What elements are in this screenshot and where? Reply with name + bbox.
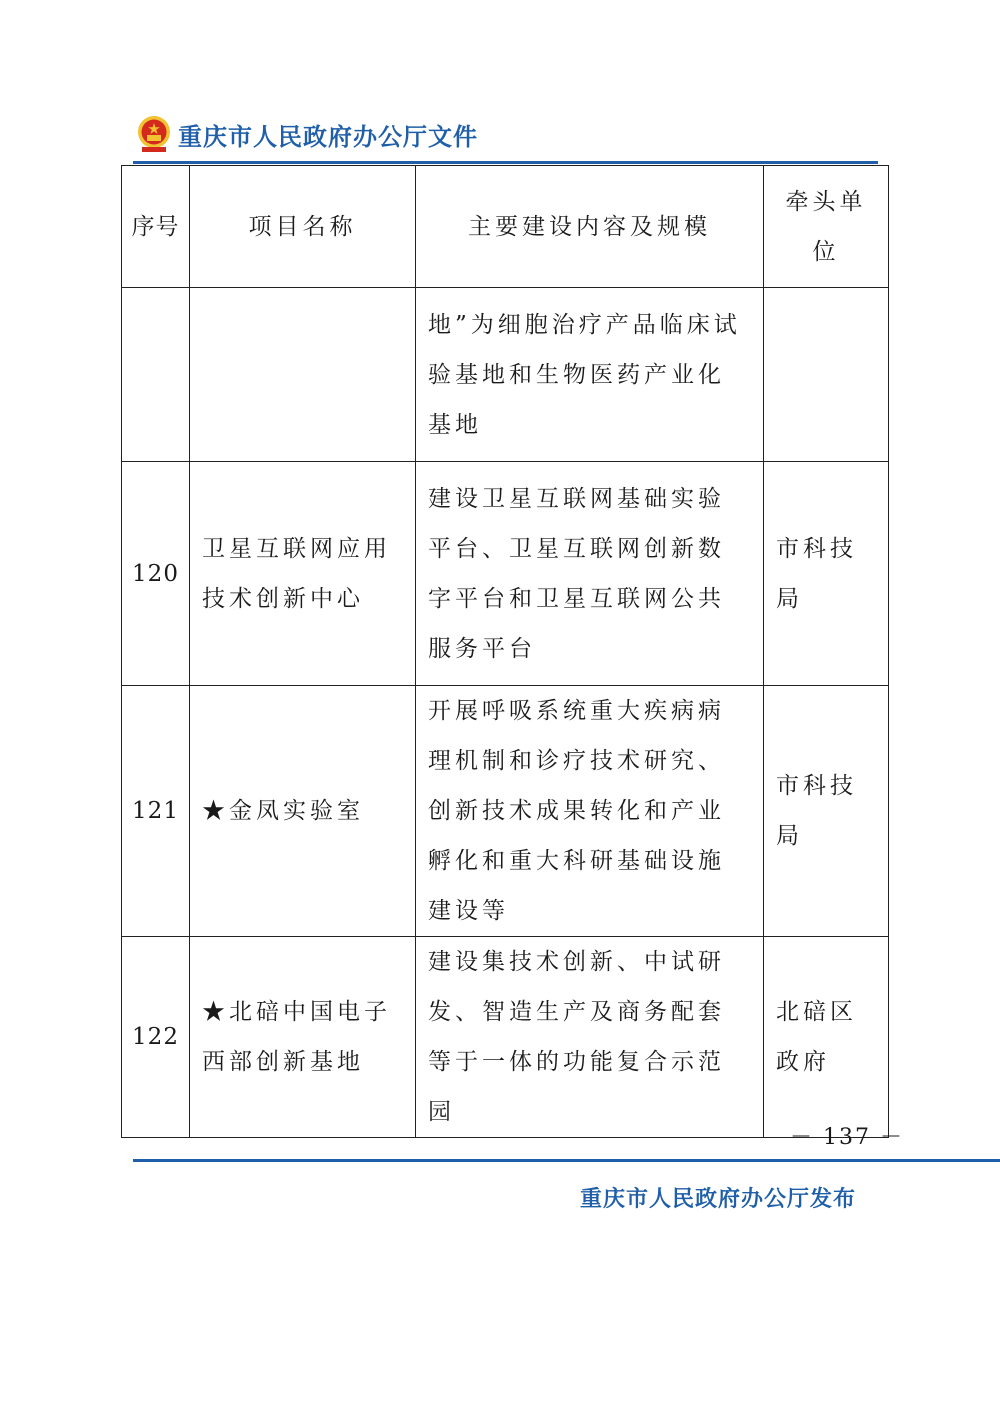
lead-unit: 市科技局 — [764, 686, 889, 937]
column-header-content: 主要建设内容及规模 — [416, 166, 764, 288]
row-number: 122 — [122, 937, 190, 1138]
row-number: 120 — [122, 462, 190, 686]
publisher-line: 重庆市人民政府办公厅发布 — [580, 1187, 857, 1212]
table-row — [122, 288, 889, 462]
footer-divider — [133, 1159, 1000, 1162]
header-divider — [133, 161, 878, 164]
table-header-row — [122, 166, 889, 288]
column-header-name: 项目名称 — [190, 166, 416, 288]
project-content: 地”为细胞治疗产品临床试验基地和生物医药产业化基地 — [416, 288, 764, 462]
project-content: 建设卫星互联网基础实验平台、卫星互联网创新数字平台和卫星互联网公共服务平台 — [416, 462, 764, 686]
project-name — [190, 288, 416, 462]
row-number: 121 — [122, 686, 190, 937]
column-header-no: 序号 — [122, 166, 190, 288]
lead-unit: 北碚区政府 — [764, 937, 889, 1138]
project-content: 开展呼吸系统重大疾病病理机制和诊疗技术研究、创新技术成果转化和产业孵化和重大科研基础设施建设等 — [416, 686, 764, 937]
lead-unit — [764, 288, 889, 462]
project-name: ★北碚中国电子西部创新基地 — [190, 937, 416, 1138]
row-number — [122, 288, 190, 462]
project-content: 建设集技术创新、中试研发、智造生产及商务配套等于一体的功能复合示范园 — [416, 937, 764, 1138]
project-name: 卫星互联网应用技术创新中心 — [190, 462, 416, 686]
lead-unit: 市科技局 — [764, 462, 889, 686]
page-number: － 137 － — [790, 1125, 904, 1150]
project-name: ★金凤实验室 — [190, 686, 416, 937]
column-header-lead: 牵头单位 — [764, 166, 889, 288]
header-title: 重庆市人民政府办公厅文件 — [178, 122, 478, 151]
project-table — [121, 165, 889, 1138]
table-row — [122, 937, 889, 1138]
document-header — [136, 112, 478, 156]
table-row — [122, 686, 889, 937]
national-emblem-icon — [136, 114, 172, 154]
table-row — [122, 462, 889, 686]
